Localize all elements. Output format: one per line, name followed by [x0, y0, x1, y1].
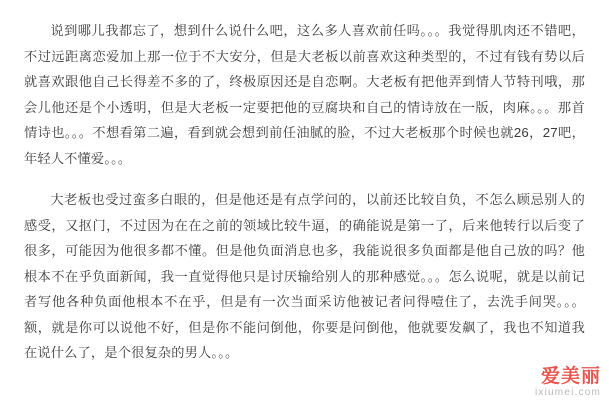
watermark-brand: 爱美丽 [540, 366, 601, 387]
paragraph-1: 说到哪儿我都忘了，想到什么说什么吧，这么多人喜欢前任吗。。。我觉得肌肉还不错吧，不过远距离恋爱加上那一位于不大安分，但是大老板以前喜欢这种类型的，不过有钱有势以后就喜欢跟他自己长得差不多的了，终极原因还是自恋啊。大老板有把他弄到情人节特刊哦，那会儿他还是个小透明，但是大老板一定要把他的豆腐块和自己的情诗放在一版，肉麻。。。那首情诗也。。。不想看第二遍，看到就会想到前任油腻的脸，不过大老板那个时候也就26，27吧，年轻人不懂爱。。。 [24, 23, 585, 166]
watermark [535, 367, 601, 399]
watermark-domain: ixiumei.com [535, 387, 601, 398]
paragraph-2: 大老板也受过蛮多白眼的，但是他还是有点学问的，以前还比较自负，不怎么顾忌别人的感受，又抠门，不过因为在在之前的领域比较牛逼，的确能说是第一了，后来他转行以后变了很多，可能因为他很多都不懂。但是他负面消息也多，我能说很多负面都是他自己放的吗？他根本不在乎负面新闻，我一直觉得他只是讨厌输给别人的那种感觉。。。怎么说呢，就是以前记者写他各种负面他根本不在乎，但是有一次当面采访他被记者问得噎住了，去洗手间哭。。。额，就是你可以说他不好，但是你不能问倒他，你要是问倒他，他就要发飙了，我也不知道我在说什么了，是个很复杂的男人。。。 [24, 192, 585, 360]
